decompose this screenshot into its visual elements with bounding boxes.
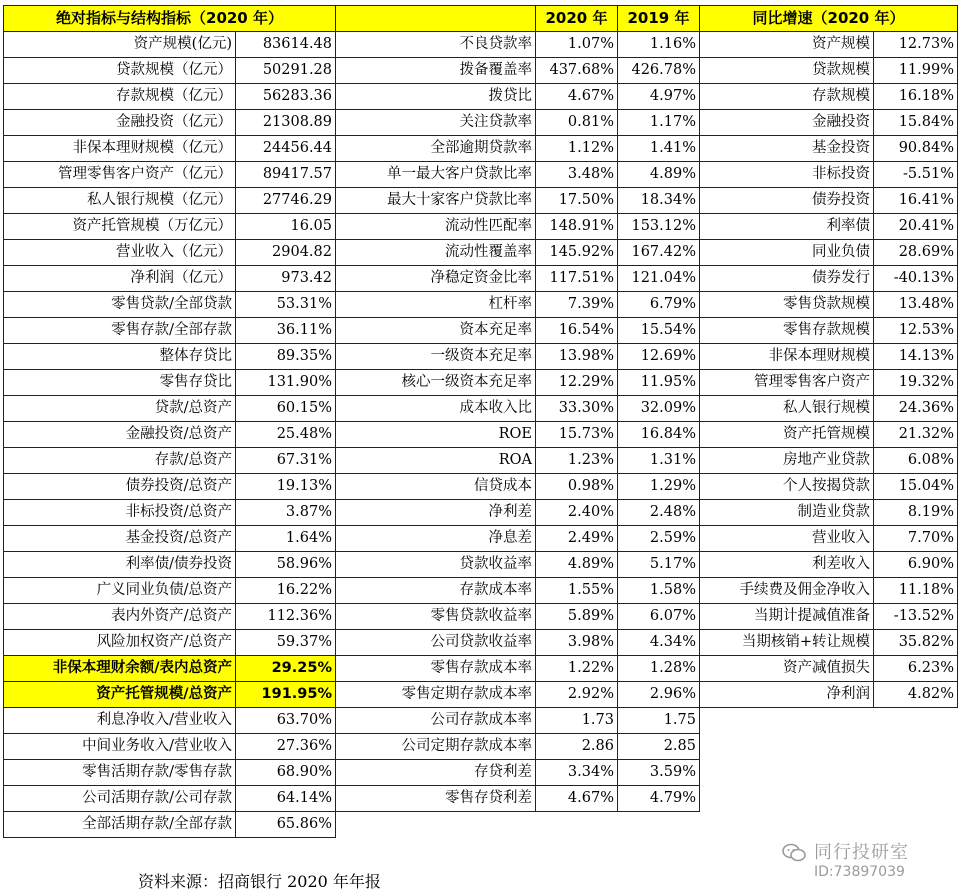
absolute-metric-value: 25.48% <box>236 422 336 448</box>
header-2020: 2020 年 <box>536 6 618 32</box>
absolute-metric-label: 全部活期存款/全部存款 <box>4 812 236 838</box>
ratio-2019-value: 2.48% <box>618 500 700 526</box>
ratio-2019-value: 16.84% <box>618 422 700 448</box>
absolute-metric-label: 贷款/总资产 <box>4 396 236 422</box>
absolute-metric-label: 金融投资（亿元） <box>4 110 236 136</box>
absolute-metric-value: 68.90% <box>236 760 336 786</box>
ratio-2020-value: 1.23% <box>536 448 618 474</box>
ratio-2020-value: 2.86 <box>536 734 618 760</box>
ratio-metric-label: 关注贷款率 <box>336 110 536 136</box>
ratio-2019-value: 1.17% <box>618 110 700 136</box>
absolute-metric-value: 19.13% <box>236 474 336 500</box>
absolute-metric-label: 管理零售客户资产（亿元） <box>4 162 236 188</box>
absolute-metric-label: 债券投资/总资产 <box>4 474 236 500</box>
growth-metric-label: 利差收入 <box>700 552 874 578</box>
ratio-2020-value: 4.67% <box>536 786 618 812</box>
ratio-metric-label: 净稳定资金比率 <box>336 266 536 292</box>
absolute-metric-label: 资产托管规模（万亿元） <box>4 214 236 240</box>
ratio-metric-label: 零售贷款收益率 <box>336 604 536 630</box>
absolute-metric-value: 16.05 <box>236 214 336 240</box>
ratio-metric-label: 流动性覆盖率 <box>336 240 536 266</box>
ratio-metric-label: 拨备覆盖率 <box>336 58 536 84</box>
ratio-metric-label: 拨贷比 <box>336 84 536 110</box>
growth-value: 16.41% <box>874 188 958 214</box>
table-row <box>4 526 958 552</box>
absolute-metric-value: 65.86% <box>236 812 336 838</box>
absolute-metric-value: 89.35% <box>236 344 336 370</box>
ratio-metric-label: 零售存款成本率 <box>336 656 536 682</box>
empty-cell <box>700 760 958 786</box>
growth-metric-label: 利率债 <box>700 214 874 240</box>
absolute-metric-value: 27746.29 <box>236 188 336 214</box>
absolute-metric-value: 3.87% <box>236 500 336 526</box>
growth-value: 35.82% <box>874 630 958 656</box>
ratio-2020-value: 0.98% <box>536 474 618 500</box>
absolute-metric-label: 基金投资/总资产 <box>4 526 236 552</box>
absolute-metric-value: 53.31% <box>236 292 336 318</box>
ratio-2020-value: 5.89% <box>536 604 618 630</box>
table-row <box>4 760 958 786</box>
ratio-2019-value: 4.34% <box>618 630 700 656</box>
growth-metric-label: 资产规模 <box>700 32 874 58</box>
absolute-metric-label: 零售贷款/全部贷款 <box>4 292 236 318</box>
table-row <box>4 552 958 578</box>
absolute-metric-label: 私人银行规模（亿元） <box>4 188 236 214</box>
empty-cell <box>700 708 958 734</box>
ratio-metric-label: 单一最大客户贷款比率 <box>336 162 536 188</box>
growth-metric-label: 非标投资 <box>700 162 874 188</box>
growth-value: 14.13% <box>874 344 958 370</box>
ratio-metric-label: 零售存贷利差 <box>336 786 536 812</box>
table-row <box>4 630 958 656</box>
ratio-2019-value: 12.69% <box>618 344 700 370</box>
ratio-2020-value: 437.68% <box>536 58 618 84</box>
growth-value: 6.08% <box>874 448 958 474</box>
growth-value: -40.13% <box>874 266 958 292</box>
absolute-metric-value: 56283.36 <box>236 84 336 110</box>
table-row <box>4 162 958 188</box>
ratio-2020-value: 3.34% <box>536 760 618 786</box>
ratio-2019-value: 1.29% <box>618 474 700 500</box>
ratio-2020-value: 33.30% <box>536 396 618 422</box>
growth-metric-label: 资产托管规模 <box>700 422 874 448</box>
table-row <box>4 500 958 526</box>
ratio-2020-value: 17.50% <box>536 188 618 214</box>
ratio-metric-label: 杠杆率 <box>336 292 536 318</box>
table-row <box>4 604 958 630</box>
absolute-metric-value: 112.36% <box>236 604 336 630</box>
ratio-metric-label: 贷款收益率 <box>336 552 536 578</box>
growth-value: 15.04% <box>874 474 958 500</box>
ratio-metric-label: 零售定期存款成本率 <box>336 682 536 708</box>
ratio-metric-label: 信贷成本 <box>336 474 536 500</box>
ratio-2020-value: 1.22% <box>536 656 618 682</box>
absolute-metric-value: 21308.89 <box>236 110 336 136</box>
growth-metric-label: 手续费及佣金净收入 <box>700 578 874 604</box>
ratio-metric-label: 公司贷款收益率 <box>336 630 536 656</box>
table-row <box>4 708 958 734</box>
absolute-metric-value: 89417.57 <box>236 162 336 188</box>
ratio-2019-value: 4.97% <box>618 84 700 110</box>
growth-metric-label: 个人按揭贷款 <box>700 474 874 500</box>
absolute-metric-value: 131.90% <box>236 370 336 396</box>
growth-value: 11.18% <box>874 578 958 604</box>
table-row <box>4 682 958 708</box>
growth-value: 21.32% <box>874 422 958 448</box>
ratio-2020-value: 7.39% <box>536 292 618 318</box>
table-row <box>4 240 958 266</box>
table-row <box>4 58 958 84</box>
ratio-metric-label: 流动性匹配率 <box>336 214 536 240</box>
ratio-2020-value: 117.51% <box>536 266 618 292</box>
growth-metric-label: 营业收入 <box>700 526 874 552</box>
growth-metric-label: 非保本理财规模 <box>700 344 874 370</box>
growth-metric-label: 私人银行规模 <box>700 396 874 422</box>
source-note: 资料来源：招商银行 2020 年年报 <box>138 872 381 891</box>
table-row <box>4 214 958 240</box>
growth-value: 90.84% <box>874 136 958 162</box>
ratio-2020-value: 1.73 <box>536 708 618 734</box>
absolute-metric-value: 1.64% <box>236 526 336 552</box>
absolute-metric-label: 利率债/债券投资 <box>4 552 236 578</box>
table-body <box>4 6 958 838</box>
growth-value: 12.53% <box>874 318 958 344</box>
table-row <box>4 292 958 318</box>
absolute-metric-value: 973.42 <box>236 266 336 292</box>
ratio-2019-value: 2.85 <box>618 734 700 760</box>
table-row <box>4 812 958 838</box>
header-row <box>4 6 958 32</box>
ratio-2020-value: 3.98% <box>536 630 618 656</box>
growth-value: 11.99% <box>874 58 958 84</box>
absolute-metric-label: 金融投资/总资产 <box>4 422 236 448</box>
table-row <box>4 734 958 760</box>
ratio-metric-label: 净息差 <box>336 526 536 552</box>
absolute-metric-value: 67.31% <box>236 448 336 474</box>
absolute-metric-label: 中间业务收入/营业收入 <box>4 734 236 760</box>
absolute-metric-label: 广义同业负债/总资产 <box>4 578 236 604</box>
empty-cell <box>700 812 958 838</box>
ratio-metric-label: 公司存款成本率 <box>336 708 536 734</box>
table-row <box>4 578 958 604</box>
growth-metric-label: 当期计提减值准备 <box>700 604 874 630</box>
absolute-metric-value: 191.95% <box>236 682 336 708</box>
ratio-metric-label: ROE <box>336 422 536 448</box>
growth-value: 8.19% <box>874 500 958 526</box>
growth-value: 15.84% <box>874 110 958 136</box>
ratio-2019-value: 32.09% <box>618 396 700 422</box>
growth-value: 6.90% <box>874 552 958 578</box>
absolute-metric-label: 利息净收入/营业收入 <box>4 708 236 734</box>
absolute-metric-value: 83614.48 <box>236 32 336 58</box>
growth-metric-label: 贷款规模 <box>700 58 874 84</box>
ratio-metric-label: 全部逾期贷款率 <box>336 136 536 162</box>
ratio-2020-value: 12.29% <box>536 370 618 396</box>
ratio-2019-value: 1.41% <box>618 136 700 162</box>
indicator-table <box>3 5 958 838</box>
table-row <box>4 344 958 370</box>
table-row <box>4 318 958 344</box>
watermark-name: 同行投研室 <box>814 842 909 863</box>
growth-metric-label: 金融投资 <box>700 110 874 136</box>
ratio-2020-value: 2.40% <box>536 500 618 526</box>
ratio-2019-value: 6.07% <box>618 604 700 630</box>
ratio-2020-value: 4.67% <box>536 84 618 110</box>
absolute-metric-label: 非保本理财余额/表内总资产 <box>4 656 236 682</box>
header-absolute: 绝对指标与结构指标（2020 年） <box>4 6 336 32</box>
ratio-2020-value: 1.07% <box>536 32 618 58</box>
absolute-metric-value: 2904.82 <box>236 240 336 266</box>
ratio-2020-value: 148.91% <box>536 214 618 240</box>
absolute-metric-value: 29.25% <box>236 656 336 682</box>
ratio-2020-value: 1.12% <box>536 136 618 162</box>
growth-value: 20.41% <box>874 214 958 240</box>
absolute-metric-value: 24456.44 <box>236 136 336 162</box>
absolute-metric-value: 16.22% <box>236 578 336 604</box>
ratio-2019-value: 15.54% <box>618 318 700 344</box>
growth-value: 19.32% <box>874 370 958 396</box>
growth-value: -13.52% <box>874 604 958 630</box>
absolute-metric-label: 零售存款/全部存款 <box>4 318 236 344</box>
table-row <box>4 266 958 292</box>
absolute-metric-label: 零售存贷比 <box>4 370 236 396</box>
growth-metric-label: 零售贷款规模 <box>700 292 874 318</box>
absolute-metric-value: 36.11% <box>236 318 336 344</box>
growth-metric-label: 同业负债 <box>700 240 874 266</box>
ratio-2020-value: 145.92% <box>536 240 618 266</box>
ratio-2019-value: 121.04% <box>618 266 700 292</box>
growth-metric-label: 债券投资 <box>700 188 874 214</box>
growth-metric-label: 房地产业贷款 <box>700 448 874 474</box>
ratio-2020-value: 2.92% <box>536 682 618 708</box>
growth-value: 24.36% <box>874 396 958 422</box>
wechat-icon <box>782 842 806 864</box>
growth-metric-label: 资产减值损失 <box>700 656 874 682</box>
ratio-2019-value: 1.16% <box>618 32 700 58</box>
ratio-2019-value: 167.42% <box>618 240 700 266</box>
growth-value: -5.51% <box>874 162 958 188</box>
absolute-metric-label: 非保本理财规模（亿元） <box>4 136 236 162</box>
table-row <box>4 656 958 682</box>
ratio-2019-value: 1.58% <box>618 578 700 604</box>
growth-value: 4.82% <box>874 682 958 708</box>
ratio-2019-value: 1.31% <box>618 448 700 474</box>
absolute-metric-label: 风险加权资产/总资产 <box>4 630 236 656</box>
ratio-2020-value: 2.49% <box>536 526 618 552</box>
watermark-id: ID:73897039 <box>814 864 905 880</box>
ratio-2019-value: 153.12% <box>618 214 700 240</box>
growth-metric-label: 净利润 <box>700 682 874 708</box>
ratio-2020-value: 16.54% <box>536 318 618 344</box>
empty-cell <box>700 734 958 760</box>
growth-metric-label: 制造业贷款 <box>700 500 874 526</box>
table-row <box>4 32 958 58</box>
absolute-metric-label: 贷款规模（亿元） <box>4 58 236 84</box>
table-row <box>4 396 958 422</box>
growth-value: 16.18% <box>874 84 958 110</box>
growth-value: 12.73% <box>874 32 958 58</box>
absolute-metric-label: 零售活期存款/零售存款 <box>4 760 236 786</box>
ratio-metric-label: 公司定期存款成本率 <box>336 734 536 760</box>
ratio-2019-value: 5.17% <box>618 552 700 578</box>
table-row <box>4 136 958 162</box>
ratio-metric-label: 成本收入比 <box>336 396 536 422</box>
ratio-2020-value: 3.48% <box>536 162 618 188</box>
ratio-2020-value: 0.81% <box>536 110 618 136</box>
growth-metric-label: 存款规模 <box>700 84 874 110</box>
table-row <box>4 422 958 448</box>
ratio-metric-label: 净利差 <box>336 500 536 526</box>
table-row <box>4 474 958 500</box>
ratio-metric-label: 存贷利差 <box>336 760 536 786</box>
ratio-2019-value: 11.95% <box>618 370 700 396</box>
ratio-2019-value: 4.89% <box>618 162 700 188</box>
growth-metric-label: 基金投资 <box>700 136 874 162</box>
empty-cell <box>336 812 700 838</box>
ratio-metric-label: 一级资本充足率 <box>336 344 536 370</box>
table-row <box>4 448 958 474</box>
growth-metric-label: 当期核销+转让规模 <box>700 630 874 656</box>
absolute-metric-value: 64.14% <box>236 786 336 812</box>
absolute-metric-label: 非标投资/总资产 <box>4 500 236 526</box>
ratio-2019-value: 6.79% <box>618 292 700 318</box>
ratio-metric-label: 资本充足率 <box>336 318 536 344</box>
empty-cell <box>700 786 958 812</box>
absolute-metric-label: 存款/总资产 <box>4 448 236 474</box>
absolute-metric-label: 资产规模(亿元) <box>4 32 236 58</box>
growth-metric-label: 零售存款规模 <box>700 318 874 344</box>
ratio-2019-value: 2.59% <box>618 526 700 552</box>
absolute-metric-value: 63.70% <box>236 708 336 734</box>
absolute-metric-label: 净利润（亿元） <box>4 266 236 292</box>
ratio-2019-value: 426.78% <box>618 58 700 84</box>
ratio-metric-label: 核心一级资本充足率 <box>336 370 536 396</box>
ratio-2019-value: 3.59% <box>618 760 700 786</box>
ratio-2019-value: 2.96% <box>618 682 700 708</box>
absolute-metric-label: 公司活期存款/公司存款 <box>4 786 236 812</box>
ratio-2019-value: 4.79% <box>618 786 700 812</box>
table-row <box>4 370 958 396</box>
growth-value: 7.70% <box>874 526 958 552</box>
ratio-metric-label: 存款成本率 <box>336 578 536 604</box>
absolute-metric-label: 表内外资产/总资产 <box>4 604 236 630</box>
absolute-metric-label: 资产托管规模/总资产 <box>4 682 236 708</box>
ratio-2020-value: 1.55% <box>536 578 618 604</box>
growth-metric-label: 债券发行 <box>700 266 874 292</box>
absolute-metric-value: 58.96% <box>236 552 336 578</box>
watermark <box>780 838 950 888</box>
ratio-2020-value: 13.98% <box>536 344 618 370</box>
growth-metric-label: 管理零售客户资产 <box>700 370 874 396</box>
ratio-2020-value: 15.73% <box>536 422 618 448</box>
absolute-metric-value: 50291.28 <box>236 58 336 84</box>
ratio-2019-value: 18.34% <box>618 188 700 214</box>
growth-value: 13.48% <box>874 292 958 318</box>
absolute-metric-label: 营业收入（亿元） <box>4 240 236 266</box>
table-row <box>4 786 958 812</box>
table-row <box>4 188 958 214</box>
header-2019: 2019 年 <box>618 6 700 32</box>
absolute-metric-label: 存款规模（亿元） <box>4 84 236 110</box>
ratio-2019-value: 1.75 <box>618 708 700 734</box>
absolute-metric-value: 27.36% <box>236 734 336 760</box>
header-growth: 同比增速（2020 年） <box>700 6 958 32</box>
table-row <box>4 84 958 110</box>
ratio-metric-label: 不良贷款率 <box>336 32 536 58</box>
ratio-metric-label: ROA <box>336 448 536 474</box>
ratio-metric-label: 最大十家客户贷款比率 <box>336 188 536 214</box>
absolute-metric-value: 59.37% <box>236 630 336 656</box>
table-row <box>4 110 958 136</box>
growth-value: 6.23% <box>874 656 958 682</box>
absolute-metric-label: 整体存贷比 <box>4 344 236 370</box>
growth-value: 28.69% <box>874 240 958 266</box>
ratio-2020-value: 4.89% <box>536 552 618 578</box>
ratio-2019-value: 1.28% <box>618 656 700 682</box>
absolute-metric-value: 60.15% <box>236 396 336 422</box>
header-blank <box>336 6 536 32</box>
